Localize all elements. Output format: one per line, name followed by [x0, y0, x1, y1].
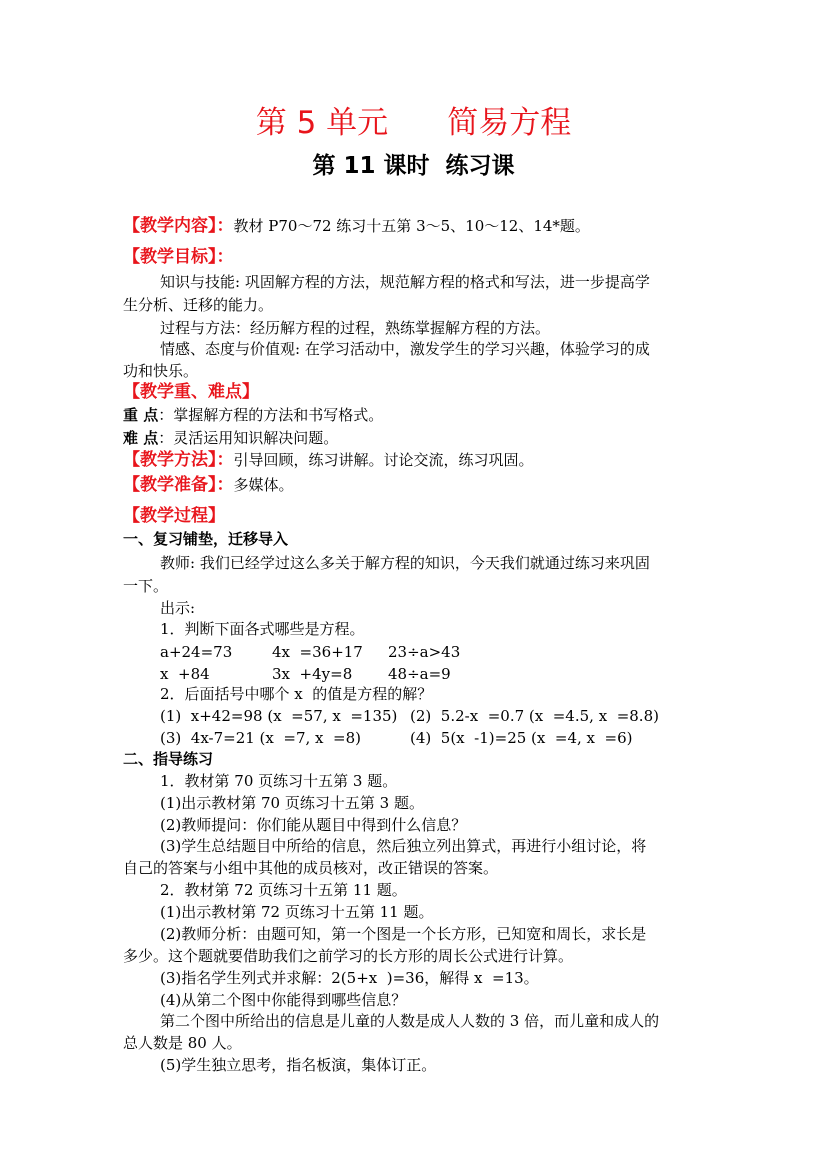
section2-line: 第二个图中所给出的信息是儿童的人数是成人人数的 3 倍，而儿童和成人的	[160, 1012, 660, 1030]
content-text: 教材 P70～72 练习十五第 3～5、10～12、14*题。	[233, 217, 590, 235]
goals-line: 情感、态度与价值观: 在学习活动中，激发学生的学习兴趣，体验学习的成	[160, 340, 650, 358]
expr-cell: 23÷a>43	[388, 643, 461, 661]
section1-q2: 2．后面括号中哪个 x 的值是方程的解？	[160, 685, 433, 703]
section2-line: 总人数是 80 人。	[123, 1034, 242, 1052]
equation-item: (3) 4x-7=21 (x =7, x =8)	[160, 729, 362, 747]
goals-line: 功和快乐。	[123, 362, 199, 380]
expr-cell: 48÷a=9	[388, 665, 451, 683]
section2-heading: 二、指导练习	[123, 750, 214, 768]
section2-line: (3)指名学生列式并求解：2(5+x )=36，解得 x =13。	[160, 969, 539, 987]
equation-item: (4) 5(x -1)=25 (x =4, x =6)	[410, 729, 633, 747]
section2-line: 1．教材第 70 页练习十五第 3 题。	[160, 772, 398, 790]
section1-heading: 一、复习铺垫，迁移导入	[123, 530, 289, 548]
process-row	[123, 506, 225, 526]
unit-title: 第 5 单元 简易方程	[255, 105, 572, 141]
equation-item: (1) x+42=98 (x =57, x =135)	[160, 707, 398, 725]
difficult-point-label: 难 点	[123, 429, 159, 447]
key-point-label: 重 点	[123, 406, 159, 424]
goals-row	[123, 247, 234, 267]
section2-line: (2)教师分析：由题可知，第一个图是一个长方形，已知宽和周长，求长是	[160, 925, 647, 943]
section2-line: 2．教材第 72 页练习十五第 11 题。	[160, 881, 407, 899]
section1-q1: 1．判断下面各式哪些是方程。	[160, 620, 365, 638]
keypoints-row	[123, 382, 259, 402]
process-label: 【教学过程】	[123, 506, 225, 526]
section1-teacher: 教师: 我们已经学过这么多关于解方程的知识，今天我们就通过练习来巩固	[160, 554, 650, 572]
section2-line: (2)教师提问：你们能从题目中得到什么信息？	[160, 816, 467, 834]
prep-text: 多媒体。	[233, 476, 294, 494]
lesson-title: 第 11 课时 练习课	[312, 153, 515, 179]
section2-line: 自己的答案与小组中其他的成员核对，改正错误的答案。	[123, 859, 499, 877]
difficult-point-text: ：灵活运用知识解决问题。	[158, 429, 339, 447]
section1-teacher-cont: 一下。	[123, 577, 169, 595]
goals-line: 知识与技能: 巩固解方程的方法，规范解方程的格式和写法，进一步提高学	[160, 273, 650, 291]
section2-line: (5)学生独立思考，指名板演，集体订正。	[160, 1056, 437, 1074]
section1-show: 出示:	[160, 599, 196, 617]
goals-line: 过程与方法：经历解方程的过程，熟练掌握解方程的方法。	[160, 319, 551, 337]
expr-cell: x +84	[160, 665, 210, 683]
section2-line: 多少。这个题就要借助我们之前学习的长方形的周长公式进行计算。	[123, 947, 574, 965]
content-row	[123, 216, 590, 236]
expr-cell: a+24=73	[160, 643, 233, 661]
difficult-point-row	[123, 428, 338, 448]
section2-line: (1)出示教材第 72 页练习十五第 11 题。	[160, 903, 434, 921]
equation-item: (2) 5.2-x =0.7 (x =4.5, x =8.8)	[410, 707, 659, 725]
method-row	[123, 450, 534, 470]
expr-cell: 4x =36+17	[272, 643, 363, 661]
prep-label: 【教学准备】：	[123, 475, 234, 495]
key-point-row	[123, 405, 383, 425]
expr-cell: 3x +4y=8	[272, 665, 353, 683]
section2-line: (1)出示教材第 70 页练习十五第 3 题。	[160, 794, 424, 812]
content-label: 【教学内容】：	[123, 216, 234, 236]
key-point-text: ：掌握解方程的方法和书写格式。	[158, 406, 384, 424]
method-label: 【教学方法】：	[123, 450, 234, 470]
section2-line: (4)从第二个图中你能得到哪些信息？	[160, 991, 407, 1009]
keypoints-label: 【教学重、难点】	[123, 382, 259, 402]
section2-line: (3)学生总结题目中所给的信息，然后独立列出算式，再进行小组讨论，将	[160, 837, 647, 855]
goals-label: 【教学目标】：	[123, 247, 234, 267]
goals-line: 生分析、迁移的能力。	[123, 296, 274, 314]
prep-row	[123, 475, 294, 495]
method-text: 引导回顾，练习讲解。讨论交流，练习巩固。	[233, 451, 534, 469]
